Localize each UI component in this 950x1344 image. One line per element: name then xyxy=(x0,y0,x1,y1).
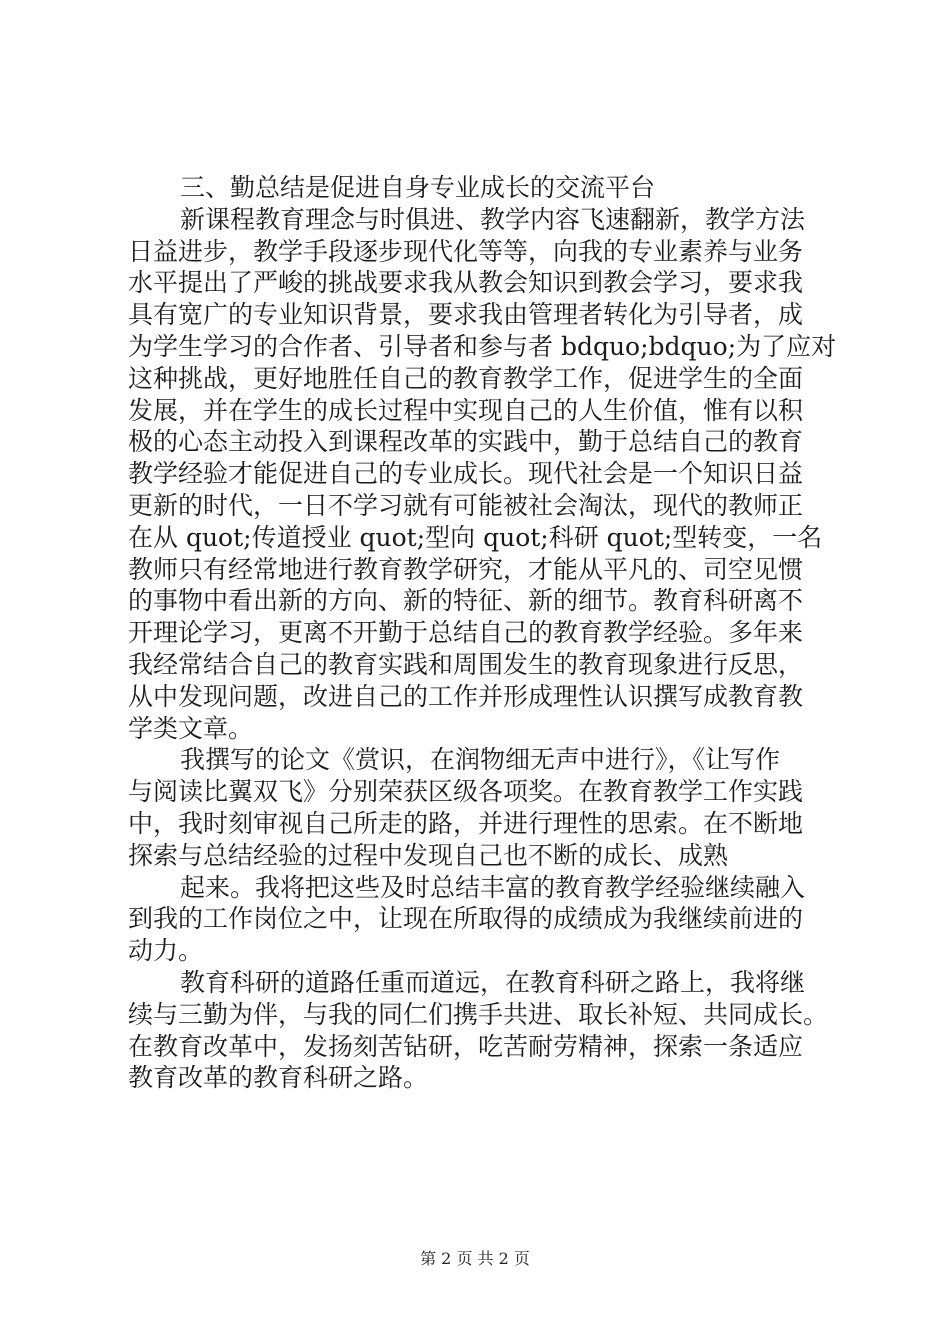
text-line: 的事物中看出新的方向、新的特征、新的细节。教育科研离不 xyxy=(128,586,804,616)
text-line: 三、勤总结是促进自身专业成长的交流平台 xyxy=(180,173,656,202)
text-line: 在教育改革中，发扬刻苦钻研，吃苦耐劳精神，探索一条适应 xyxy=(128,1031,804,1061)
text-line: 起来。我将把这些及时总结丰富的教育教学经验继续融入 xyxy=(180,872,806,902)
text-line: 发展，并在学生的成长过程中实现自己的人生价值，惟有以积 xyxy=(128,395,804,425)
text-line: 新课程教育理念与时俱进、教学内容飞速翻新，教学方法 xyxy=(180,204,806,234)
text-line: 我经常结合自己的教育实践和周围发生的教育现象进行反思， xyxy=(128,649,804,679)
text-line: 为学生学习的合作者、引导者和参与者 bdquo;bdquo;为了应对 xyxy=(128,331,837,361)
text-line: 中，我时刻审视自己所走的路，并进行理性的思索。在不断地 xyxy=(128,808,804,838)
text-line: 具有宽广的专业知识背景，要求我由管理者转化为引导者，成 xyxy=(128,300,804,330)
text-line: 教育科研的道路任重而道远，在教育科研之路上，我将继 xyxy=(180,967,806,997)
text-line: 我撰写的论文《赏识，在润物细无声中进行》，《让写作 xyxy=(180,745,781,775)
text-line: 日益进步，教学手段逐步现代化等等，向我的专业素养与业务 xyxy=(128,236,804,266)
text-line: 到我的工作岗位之中，让现在所取得的成绩成为我继续前进的 xyxy=(128,904,804,934)
text-line: 更新的时代，一日不学习就有可能被社会淘汰，现代的教师正 xyxy=(128,490,804,520)
text-line: 在从 quot;传道授业 quot;型向 quot;科研 quot;型转变，一名 xyxy=(128,522,823,552)
text-line: 从中发现问题，改进自己的工作并形成理性认识撰写成教育教 xyxy=(128,681,804,711)
text-line: 这种挑战，更好地胜任自己的教育教学工作，促进学生的全面 xyxy=(128,363,804,393)
text-line: 开理论学习，更离不开勤于总结自己的教育教学经验。多年来 xyxy=(128,618,804,648)
page-footer: 第 2 页 共 2 页 xyxy=(420,1249,530,1268)
text-line: 教育改革的教育科研之路。 xyxy=(128,1063,429,1093)
text-line: 教学经验才能促进自己的专业成长。现代社会是一个知识日益 xyxy=(128,459,804,489)
text-line: 教师只有经常地进行教育教学研究，才能从平凡的、司空见惯 xyxy=(128,554,804,584)
text-line: 与阅读比翼双飞》分别荣获区级各项奖。在教育教学工作实践 xyxy=(128,777,804,807)
text-line: 极的心态主动投入到课程改革的实践中，勤于总结自己的教育 xyxy=(128,427,804,457)
text-line: 续与三勤为伴，与我的同仁们携手共进、取长补短、共同成长。 xyxy=(128,999,829,1029)
text-line: 动力。 xyxy=(128,936,204,966)
text-line: 水平提出了严峻的挑战要求我从教会知识到教会学习，要求我 xyxy=(128,268,804,298)
document-body xyxy=(128,172,837,1094)
text-line: 学类文章。 xyxy=(128,713,254,743)
text-line: 探索与总结经验的过程中发现自己也不断的成长、成熟 xyxy=(128,840,729,870)
